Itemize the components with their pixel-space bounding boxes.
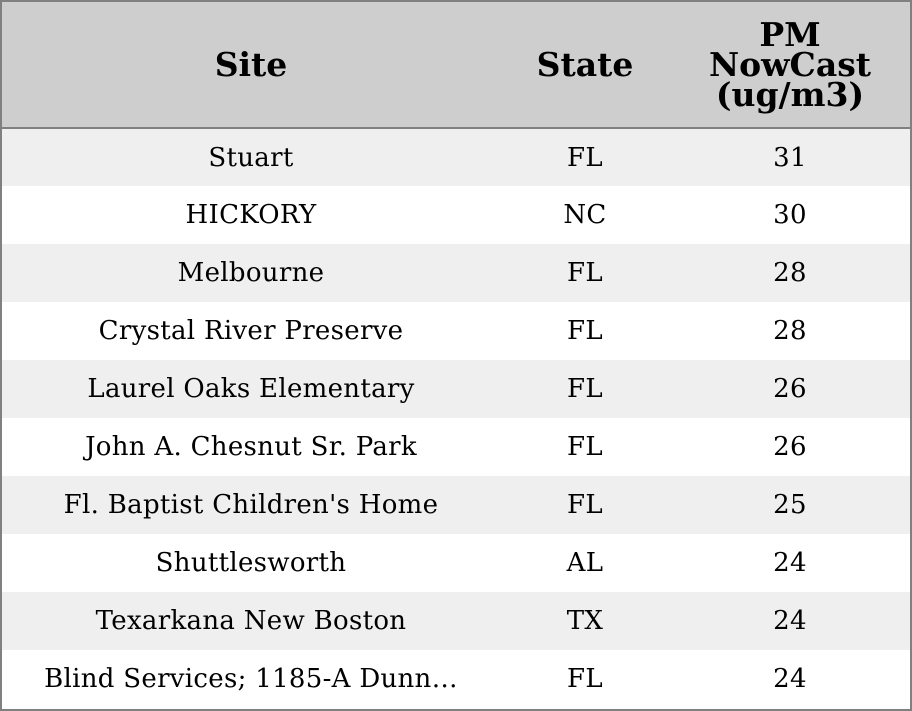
table-row [2, 186, 910, 244]
table-row [2, 128, 910, 186]
cell-pm-value: 25 [773, 490, 807, 520]
cell-state: FL [567, 664, 603, 694]
cell-state: AL [566, 548, 604, 578]
cell-pm-value: 26 [773, 374, 807, 404]
cell-state: FL [567, 490, 603, 520]
table-row [2, 534, 910, 592]
column-header-pm-line-2: NowCast [708, 44, 872, 84]
column-header-site [2, 2, 500, 128]
table-row [2, 592, 910, 650]
cell-site: Crystal River Preserve [98, 316, 404, 346]
cell-state: FL [567, 432, 603, 462]
cell-site: Blind Services; 1185-A Dunn… [44, 664, 458, 694]
cell-pm-value: 28 [773, 316, 807, 346]
cell-state: FL [567, 316, 603, 346]
cell-pm-value: 26 [773, 432, 807, 462]
cell-site: Stuart [208, 142, 294, 173]
cell-state: FL [567, 142, 603, 173]
cell-site: Laurel Oaks Elementary [87, 374, 415, 404]
table-row [2, 650, 910, 708]
cell-site: Texarkana New Boston [95, 606, 407, 636]
cell-pm-value: 24 [773, 606, 807, 636]
cell-state: TX [566, 606, 604, 636]
table-row [2, 244, 910, 302]
cell-site: HICKORY [185, 200, 317, 230]
cell-site: John A. Chesnut Sr. Park [85, 432, 417, 462]
table-header [2, 2, 910, 128]
header-row [2, 2, 910, 128]
cell-pm-value: 24 [773, 548, 807, 578]
column-header-pm-line-1: PM [759, 14, 821, 54]
cell-state: NC [563, 200, 607, 230]
table-body [2, 128, 910, 708]
column-header-pm-line-3: (ug/m3) [715, 74, 865, 114]
table-row [2, 418, 910, 476]
table-row [2, 302, 910, 360]
cell-pm-value: 31 [773, 142, 807, 173]
cell-state: FL [567, 374, 603, 404]
table-row [2, 360, 910, 418]
cell-pm-value: 24 [773, 664, 807, 694]
pm-nowcast-table [2, 2, 910, 708]
cell-pm-value: 30 [773, 200, 807, 230]
column-header-pm [670, 2, 910, 128]
cell-site: Shuttlesworth [155, 548, 347, 578]
cell-site: Fl. Baptist Children's Home [63, 490, 439, 520]
column-header-state-label: State [536, 44, 634, 84]
cell-state: FL [567, 258, 603, 288]
cell-site: Melbourne [177, 258, 325, 288]
table-row [2, 476, 910, 534]
column-header-state [500, 2, 670, 128]
column-header-site-label: Site [214, 44, 288, 84]
cell-pm-value: 28 [773, 258, 807, 288]
